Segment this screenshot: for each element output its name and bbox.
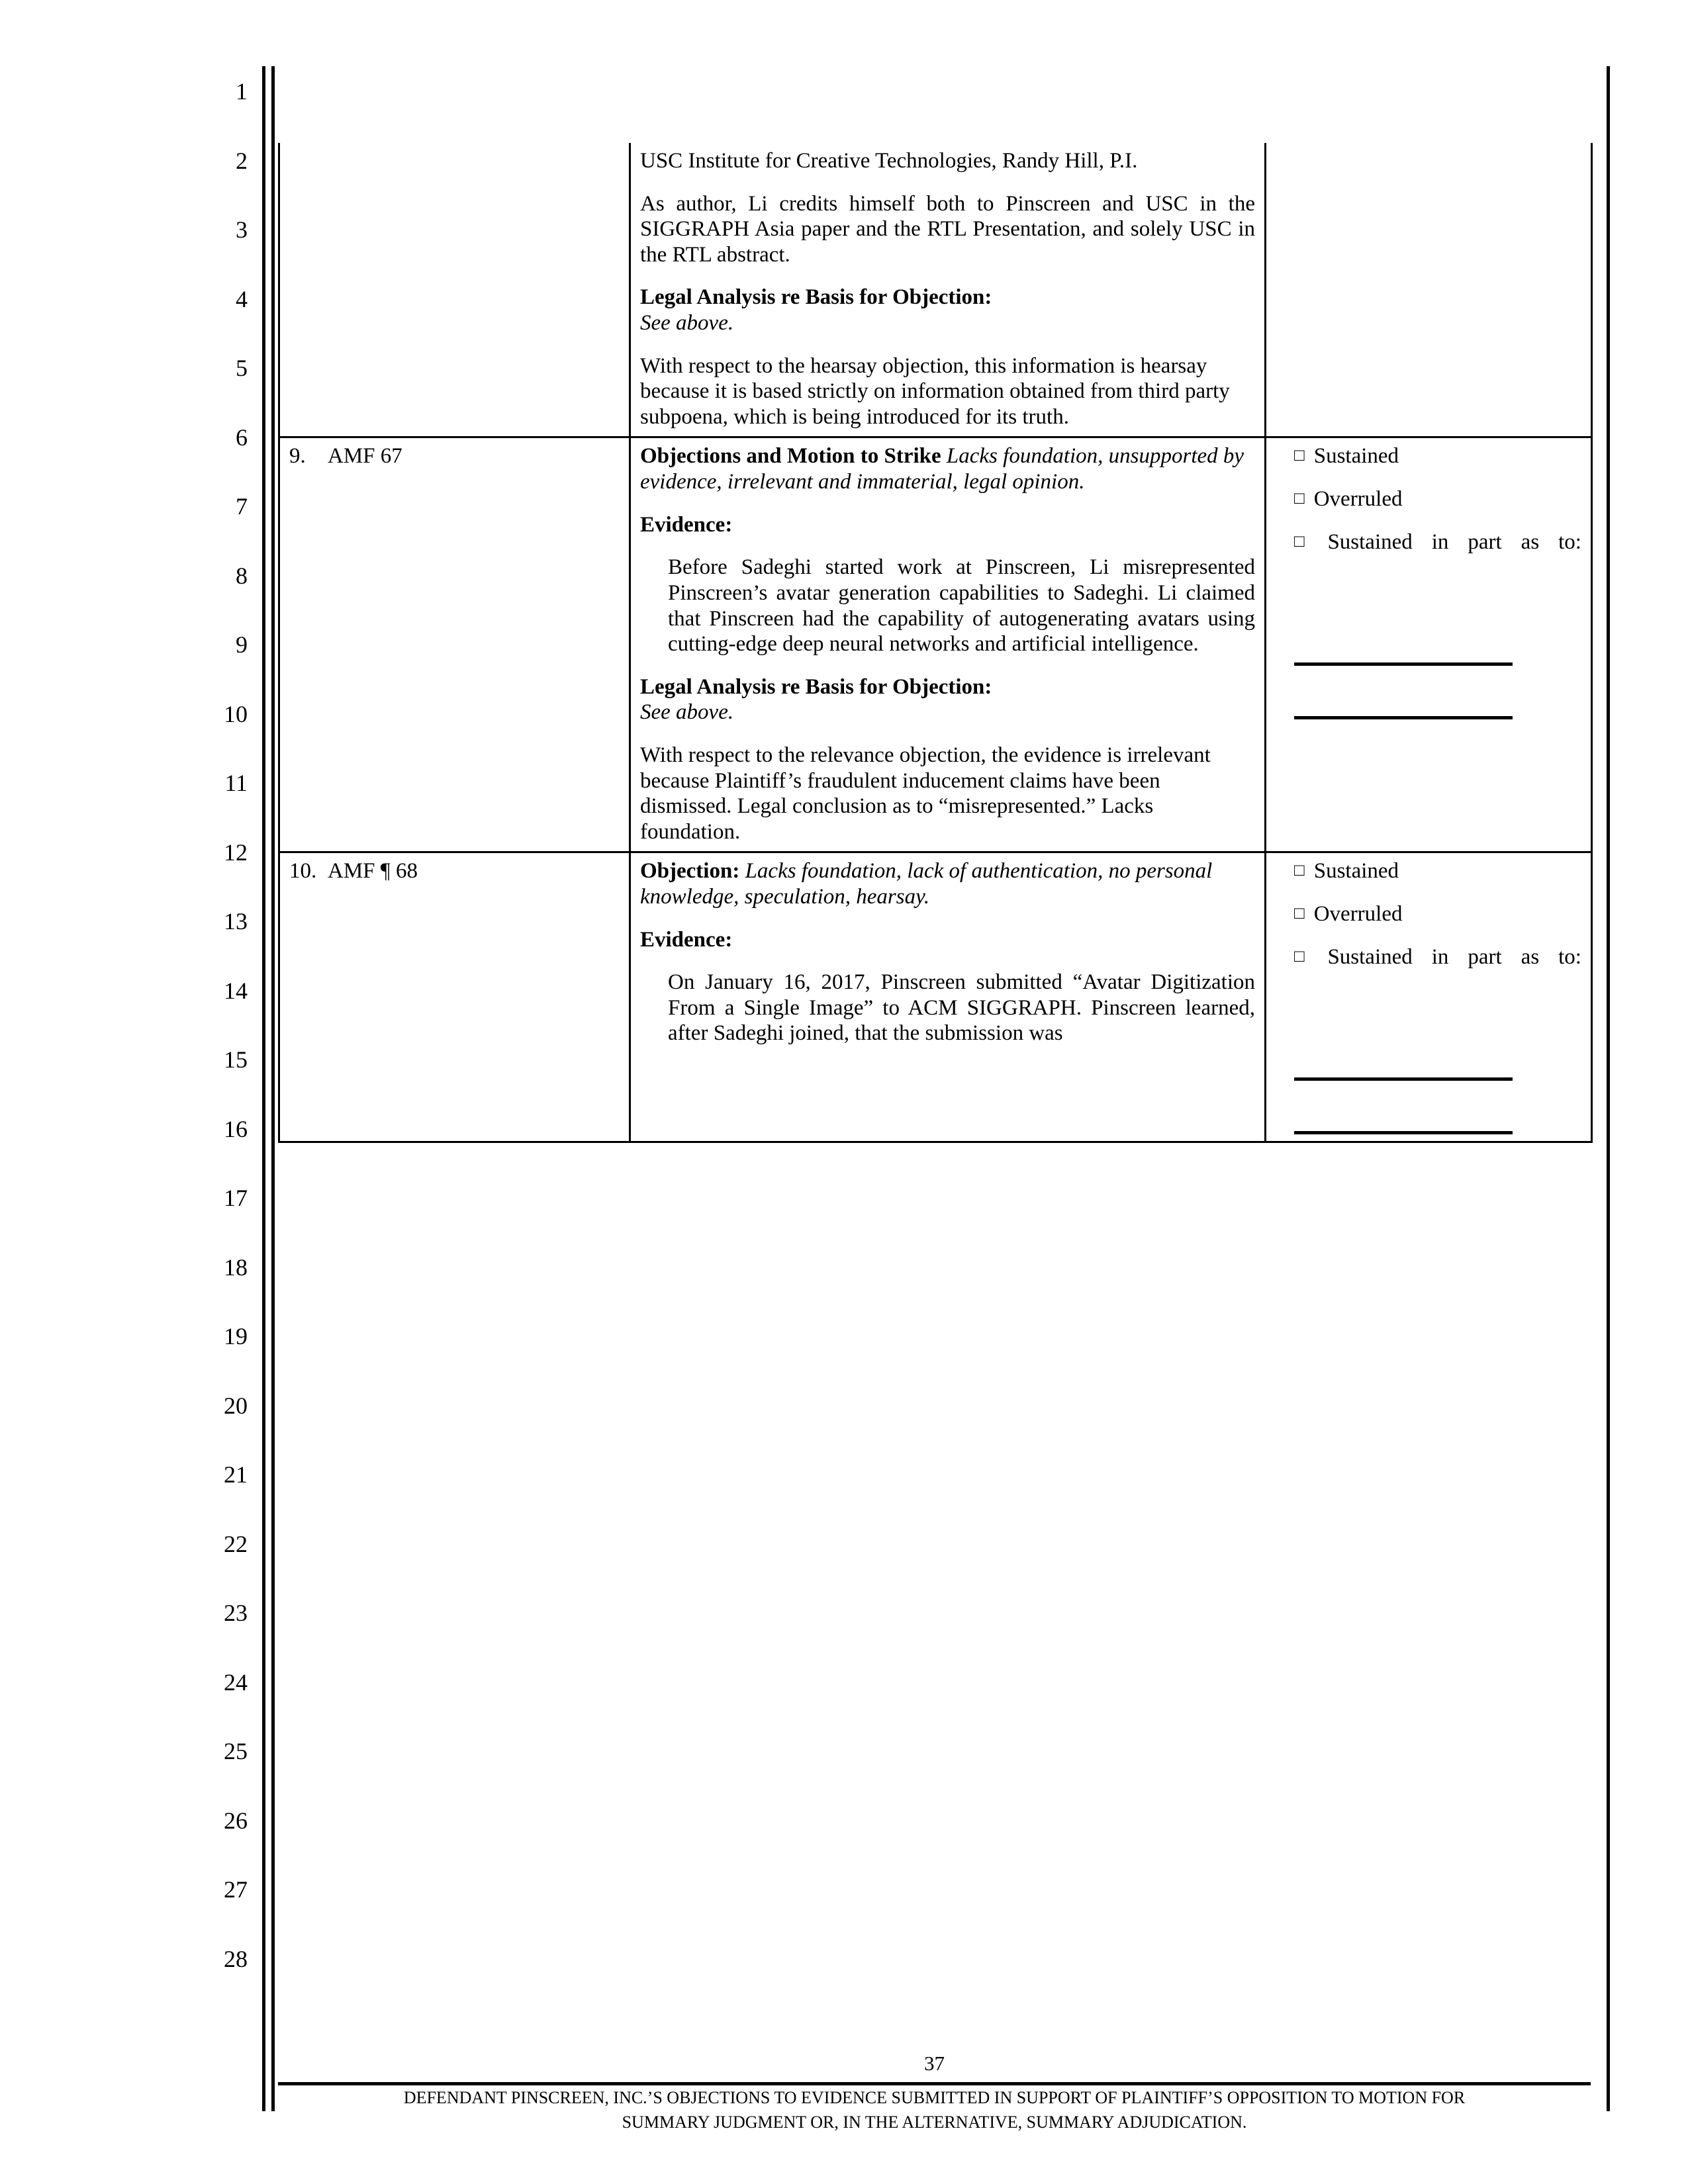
row-item-cell xyxy=(279,143,630,437)
evidence-heading: Evidence: xyxy=(640,512,733,537)
ruling-option-sustained[interactable] xyxy=(1276,443,1581,469)
line-number: 25 xyxy=(224,1738,248,1764)
ruling-writein-line-1[interactable] xyxy=(1294,1042,1513,1081)
line-number: 10 xyxy=(224,700,248,727)
line-number: 17 xyxy=(224,1185,248,1211)
ruling-option-label: Overruled xyxy=(1313,902,1403,927)
ruling-option-label: Sustained xyxy=(1313,859,1399,884)
ruling-option-label: Sustained xyxy=(1313,444,1399,469)
row-ruling-cell xyxy=(1266,143,1592,437)
line-number: 3 xyxy=(236,216,248,243)
line-number: 8 xyxy=(236,562,248,589)
line-number: 24 xyxy=(224,1668,248,1696)
line-number: 23 xyxy=(224,1600,248,1626)
footer-divider xyxy=(278,2082,1591,2085)
right-margin-rule xyxy=(1607,66,1610,2111)
objection-grounds: Lacks foundation, unsupported by evidence, irrelevant and immaterial, legal opinion. xyxy=(640,444,1244,494)
line-number: 11 xyxy=(224,770,248,796)
footer-line-2: SUMMARY JUDGMENT OR, IN THE ALTERNATIVE, SUMMARY ADJUDICATION. xyxy=(622,2112,1247,2132)
item-label: AMF ¶ 68 xyxy=(328,859,418,884)
legal-analysis-body: With respect to the relevance objection, the evidence is irrelevant because Plaintiff’s fraudulent inducement claims have been dismissed. Legal conclusion as to “misrepresented.” Lacks foundation. xyxy=(640,743,1211,844)
line-number: 28 xyxy=(224,1945,248,1972)
item-number: 9. xyxy=(289,444,306,469)
line-number: 21 xyxy=(224,1461,248,1488)
left-margin-rule-outer xyxy=(262,66,265,2111)
line-number: 4 xyxy=(236,285,248,312)
line-number: 19 xyxy=(224,1323,248,1349)
row-body-cell xyxy=(630,437,1266,852)
checkbox-icon[interactable]: □ xyxy=(1294,903,1305,923)
checkbox-icon[interactable]: □ xyxy=(1294,860,1305,880)
line-number: 9 xyxy=(236,631,248,658)
line-number: 14 xyxy=(224,977,248,1004)
ruling-spacer xyxy=(1276,598,1581,627)
objection-heading: Objections and Motion to Strike xyxy=(640,444,941,469)
line-number: 13 xyxy=(224,908,248,934)
ruling-spacer xyxy=(1276,1013,1581,1042)
objections-table xyxy=(278,143,1593,1143)
checkbox-icon[interactable]: □ xyxy=(1294,445,1305,465)
checkbox-icon[interactable]: □ xyxy=(1294,946,1319,966)
line-number: 26 xyxy=(224,1807,248,1834)
legal-analysis-heading: Legal Analysis re Basis for Objection: xyxy=(640,674,992,699)
objection-heading: Objection: xyxy=(640,859,740,884)
row-ruling-cell xyxy=(1266,437,1592,852)
table-row xyxy=(279,852,1592,1142)
line-number: 16 xyxy=(224,1115,248,1142)
evidence-heading: Evidence: xyxy=(640,927,733,952)
continued-paragraph-1: USC Institute for Creative Technologies, Randy Hill, P.I. xyxy=(640,149,1138,173)
ruling-writein-line-1[interactable] xyxy=(1294,627,1513,666)
page-number: 37 xyxy=(924,2052,945,2075)
legal-analysis-see-above: See above. xyxy=(640,700,734,725)
continued-paragraph-2: As author, Li credits himself both to Pinscreen and USC in the SIGGRAPH Asia paper and the RTL Presentation, and solely USC in the RTL abstract. xyxy=(640,191,1255,267)
line-number: 22 xyxy=(224,1530,248,1557)
evidence-body: On January 16, 2017, Pinscreen submitted “Avatar Digitization From a Single Image” to ACM SIGGRAPH. Pinscreen learned, after Sadeghi joined, that the submission was xyxy=(668,970,1255,1046)
row-body-cell xyxy=(630,852,1266,1142)
item-number: 10. xyxy=(289,859,317,884)
row-item-cell xyxy=(279,437,630,852)
ruling-option-label: Overruled xyxy=(1313,487,1403,512)
row-ruling-cell xyxy=(1266,852,1592,1142)
left-margin-rule-inner xyxy=(271,66,275,2111)
ruling-option-sustained-in-part[interactable] xyxy=(1276,944,1581,995)
legal-analysis-see-above: See above. xyxy=(640,311,734,336)
legal-analysis-body: With respect to the hearsay objection, this information is hearsay because it is based strictly on information obtained from third party subpoena, which is being introduced for its truth. xyxy=(640,353,1230,429)
legal-analysis-heading: Legal Analysis re Basis for Objection: xyxy=(640,285,992,310)
line-number: 20 xyxy=(224,1392,248,1419)
item-label: AMF 67 xyxy=(328,444,402,469)
ruling-writein-line-2[interactable] xyxy=(1294,1095,1513,1134)
line-number: 6 xyxy=(236,424,248,451)
ruling-writein-line-2[interactable] xyxy=(1294,680,1513,719)
line-number: 27 xyxy=(224,1876,248,1903)
table-row xyxy=(279,437,1592,852)
line-number: 5 xyxy=(236,355,248,381)
ruling-option-overruled[interactable] xyxy=(1276,486,1581,512)
evidence-body: Before Sadeghi started work at Pinscreen, Li misrepresented Pinscreen’s avatar generation capabilities to Sadeghi. Li claimed that Pinscreen had the capability of autogenerating avatars using cutting-edge deep neural networks and artificial intelligence. xyxy=(668,555,1255,657)
footer-line-1: DEFENDANT PINSCREEN, INC.’S OBJECTIONS TO EVIDENCE SUBMITTED IN SUPPORT OF PLAINTIFF’S OPPOSITION TO MOTION FOR xyxy=(403,2088,1466,2107)
ruling-option-sustained[interactable] xyxy=(1276,858,1581,884)
checkbox-icon[interactable]: □ xyxy=(1294,488,1305,508)
line-number: 18 xyxy=(224,1253,248,1281)
line-number: 12 xyxy=(224,839,248,866)
ruling-option-sustained-in-part[interactable] xyxy=(1276,529,1581,580)
row-item-cell xyxy=(279,852,630,1142)
line-number: 1 xyxy=(236,78,248,105)
row-body-cell xyxy=(630,143,1266,437)
line-number: 15 xyxy=(224,1046,248,1073)
ruling-option-overruled[interactable] xyxy=(1276,901,1581,927)
ruling-option-label: Sustained in part as to: xyxy=(1327,529,1581,554)
objection-grounds: Lacks foundation, lack of authentication, no personal knowledge, speculation, hearsay. xyxy=(640,859,1213,909)
line-number: 2 xyxy=(236,147,248,174)
checkbox-icon[interactable]: □ xyxy=(1294,531,1319,551)
ruling-option-label: Sustained in part as to: xyxy=(1327,944,1581,969)
footer-caption xyxy=(278,2086,1591,2135)
table-row xyxy=(279,143,1592,437)
line-number: 7 xyxy=(236,493,248,520)
line-number-gutter xyxy=(165,79,252,2016)
